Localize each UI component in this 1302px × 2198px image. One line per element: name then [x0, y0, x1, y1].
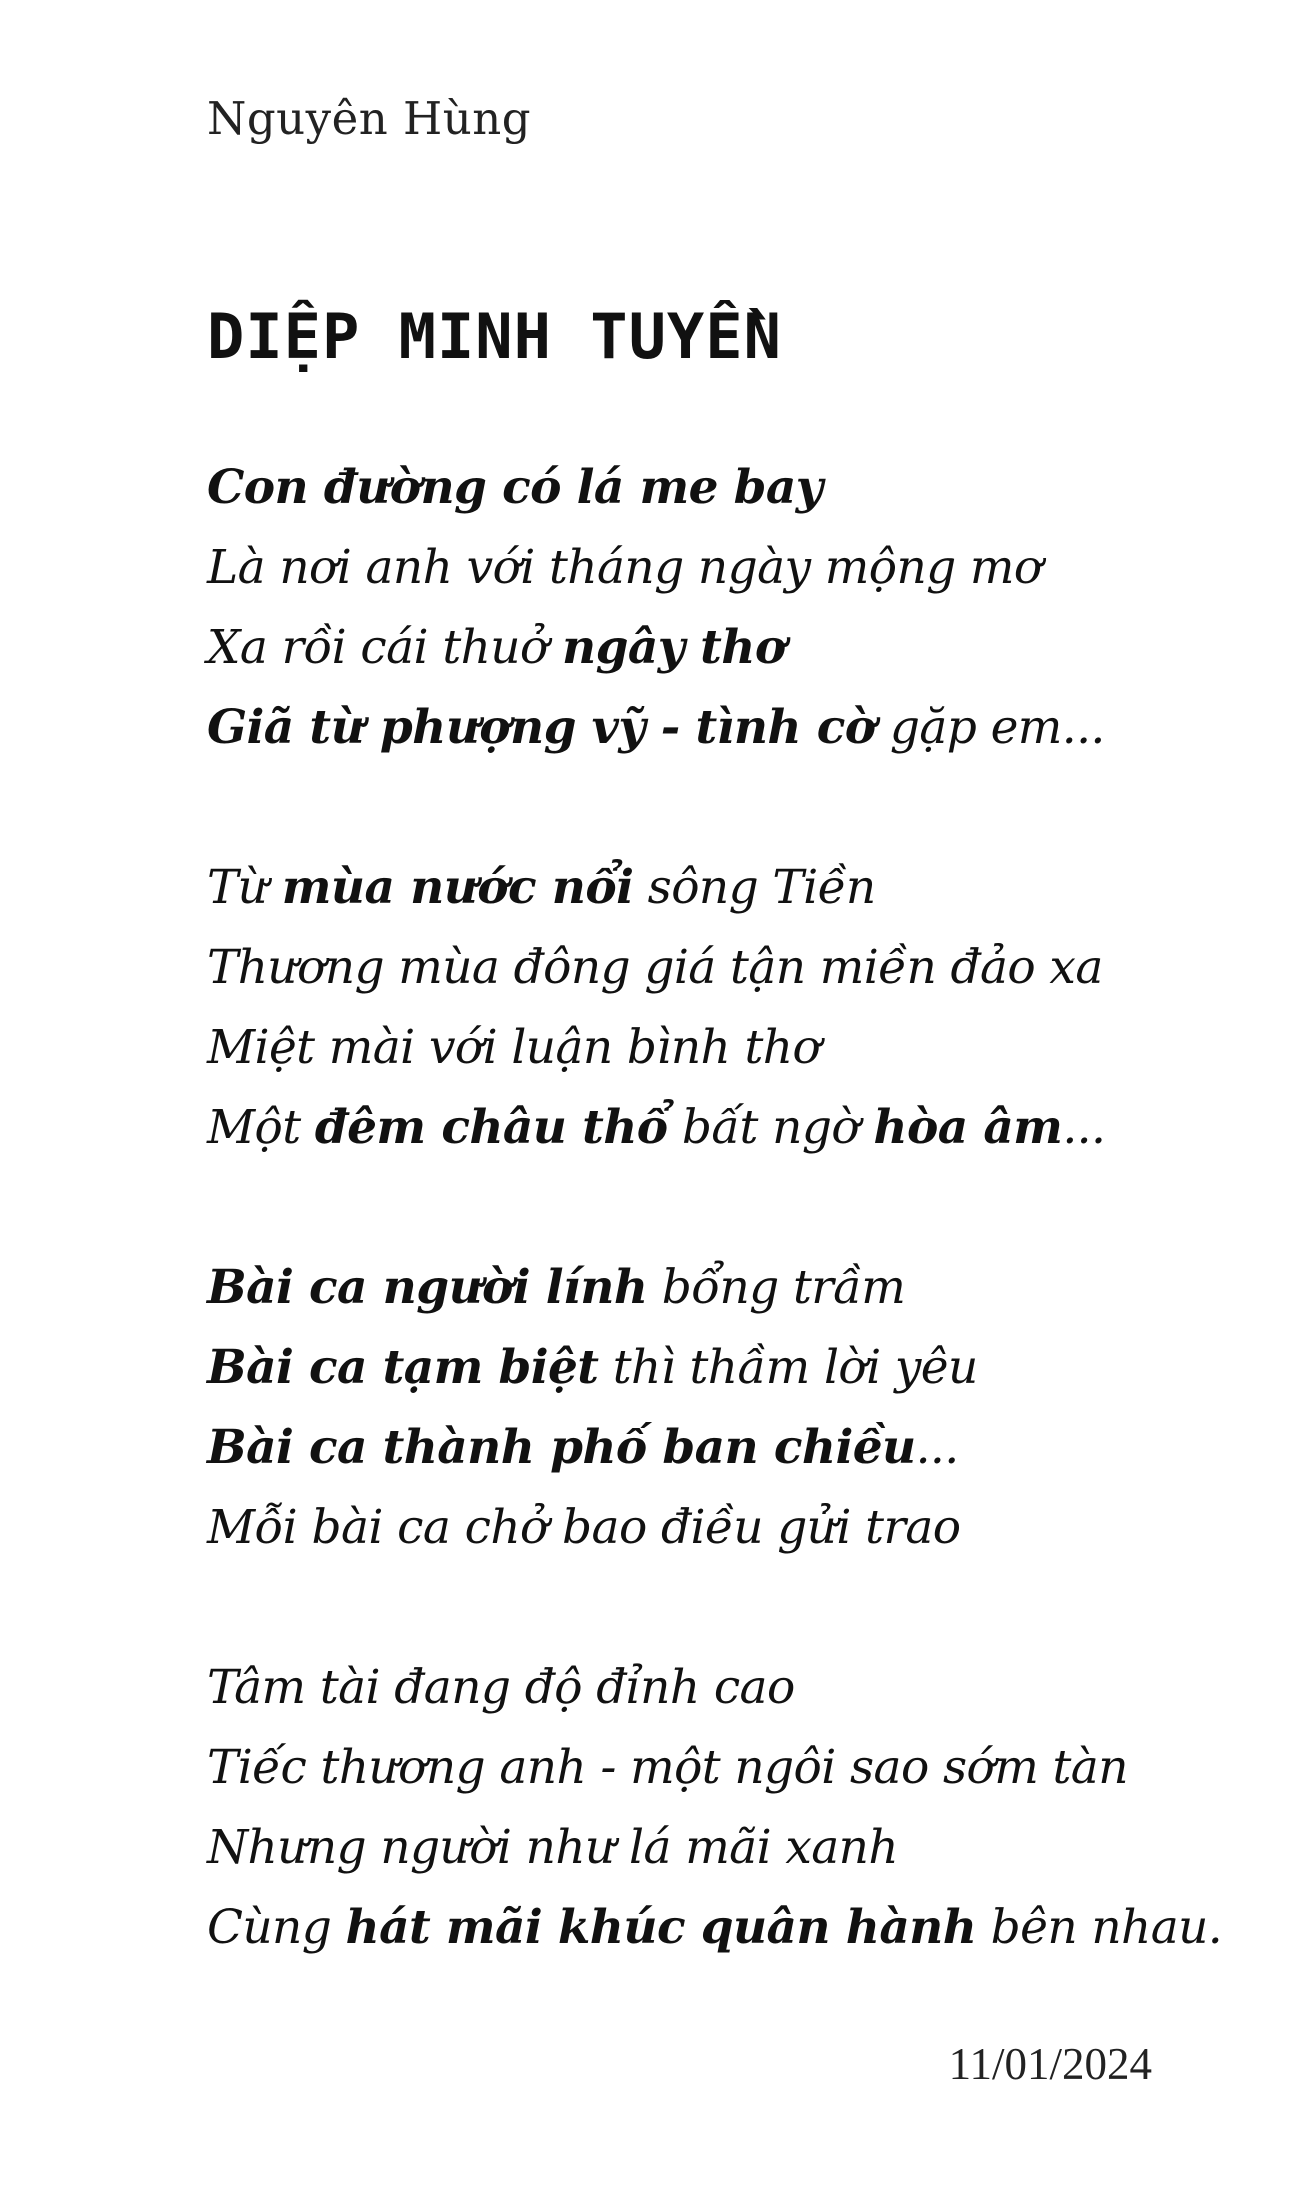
poem-line [207, 928, 1287, 1008]
verse-text: Miệt mài với luận bình thơ [207, 1020, 821, 1075]
poem-line [207, 608, 1287, 688]
stanza-1 [207, 448, 1287, 768]
verse-text: Từ [207, 860, 282, 915]
poem-line [207, 1408, 1287, 1488]
emphasized-text: Giã từ phượng vỹ - tình cờ [207, 700, 876, 755]
emphasized-text: mùa nước nổi [281, 860, 634, 915]
verse-text: Thương mùa đông giá tận miền đảo xa [207, 940, 1103, 995]
verse-text: thì thầm lời yêu [598, 1340, 978, 1395]
verse-text: Mỗi bài ca chở bao điều gửi trao [207, 1500, 961, 1555]
poem-line [207, 1088, 1287, 1168]
verse-text: Tiếc thương anh - một ngôi sao sớm tàn [207, 1740, 1128, 1795]
verse-text: Là nơi anh với tháng ngày mộng mơ [207, 540, 1042, 595]
poem-title: DIỆP MINH TUYỀN [207, 300, 782, 373]
poem-line [207, 1008, 1287, 1088]
poem-line [207, 1488, 1287, 1568]
poem-body [207, 448, 1287, 1968]
verse-text: Một [207, 1100, 315, 1155]
verse-text: Nhưng người như lá mãi xanh [207, 1820, 899, 1875]
stanza-3 [207, 1248, 1287, 1568]
verse-text: bên nhau. [976, 1900, 1223, 1955]
poem-line [207, 688, 1287, 768]
verse-text: ... [1062, 1100, 1106, 1155]
emphasized-text: hòa âm [873, 1100, 1063, 1155]
verse-text: Xa rồi cái thuở [207, 620, 562, 675]
stanza-2 [207, 848, 1287, 1168]
emphasized-text: Con đường có lá me bay [207, 460, 823, 515]
emphasized-text: Bài ca thành phố ban chiều [207, 1420, 916, 1475]
verse-text: bất ngờ [667, 1100, 874, 1155]
poem-line [207, 1248, 1287, 1328]
emphasized-text: hát mãi khúc quân hành [345, 1900, 977, 1955]
verse-text: Tâm tài đang độ đỉnh cao [207, 1660, 795, 1715]
poem-date: 11/01/2024 [948, 2039, 1152, 2089]
poem-line [207, 448, 1287, 528]
verse-text: bổng trầm [647, 1260, 906, 1315]
poem-line [207, 1728, 1287, 1808]
emphasized-text: Bài ca tạm biệt [207, 1340, 599, 1395]
poem-line [207, 1328, 1287, 1408]
emphasized-text: Bài ca người lính [207, 1260, 648, 1315]
verse-text: sông Tiền [633, 860, 876, 915]
emphasized-text: đêm châu thổ [314, 1100, 668, 1155]
stanza-4 [207, 1648, 1287, 1968]
poem-line [207, 848, 1287, 928]
poem-line [207, 1888, 1287, 1968]
emphasized-text: ngây thơ [562, 620, 786, 675]
verse-text: ... [915, 1420, 959, 1475]
verse-text: Cùng [207, 1900, 346, 1955]
verse-text: gặp em... [875, 700, 1105, 755]
poem-line [207, 528, 1287, 608]
poem-line [207, 1808, 1287, 1888]
author-name: Nguyên Hùng [207, 92, 532, 145]
poem-line [207, 1648, 1287, 1728]
